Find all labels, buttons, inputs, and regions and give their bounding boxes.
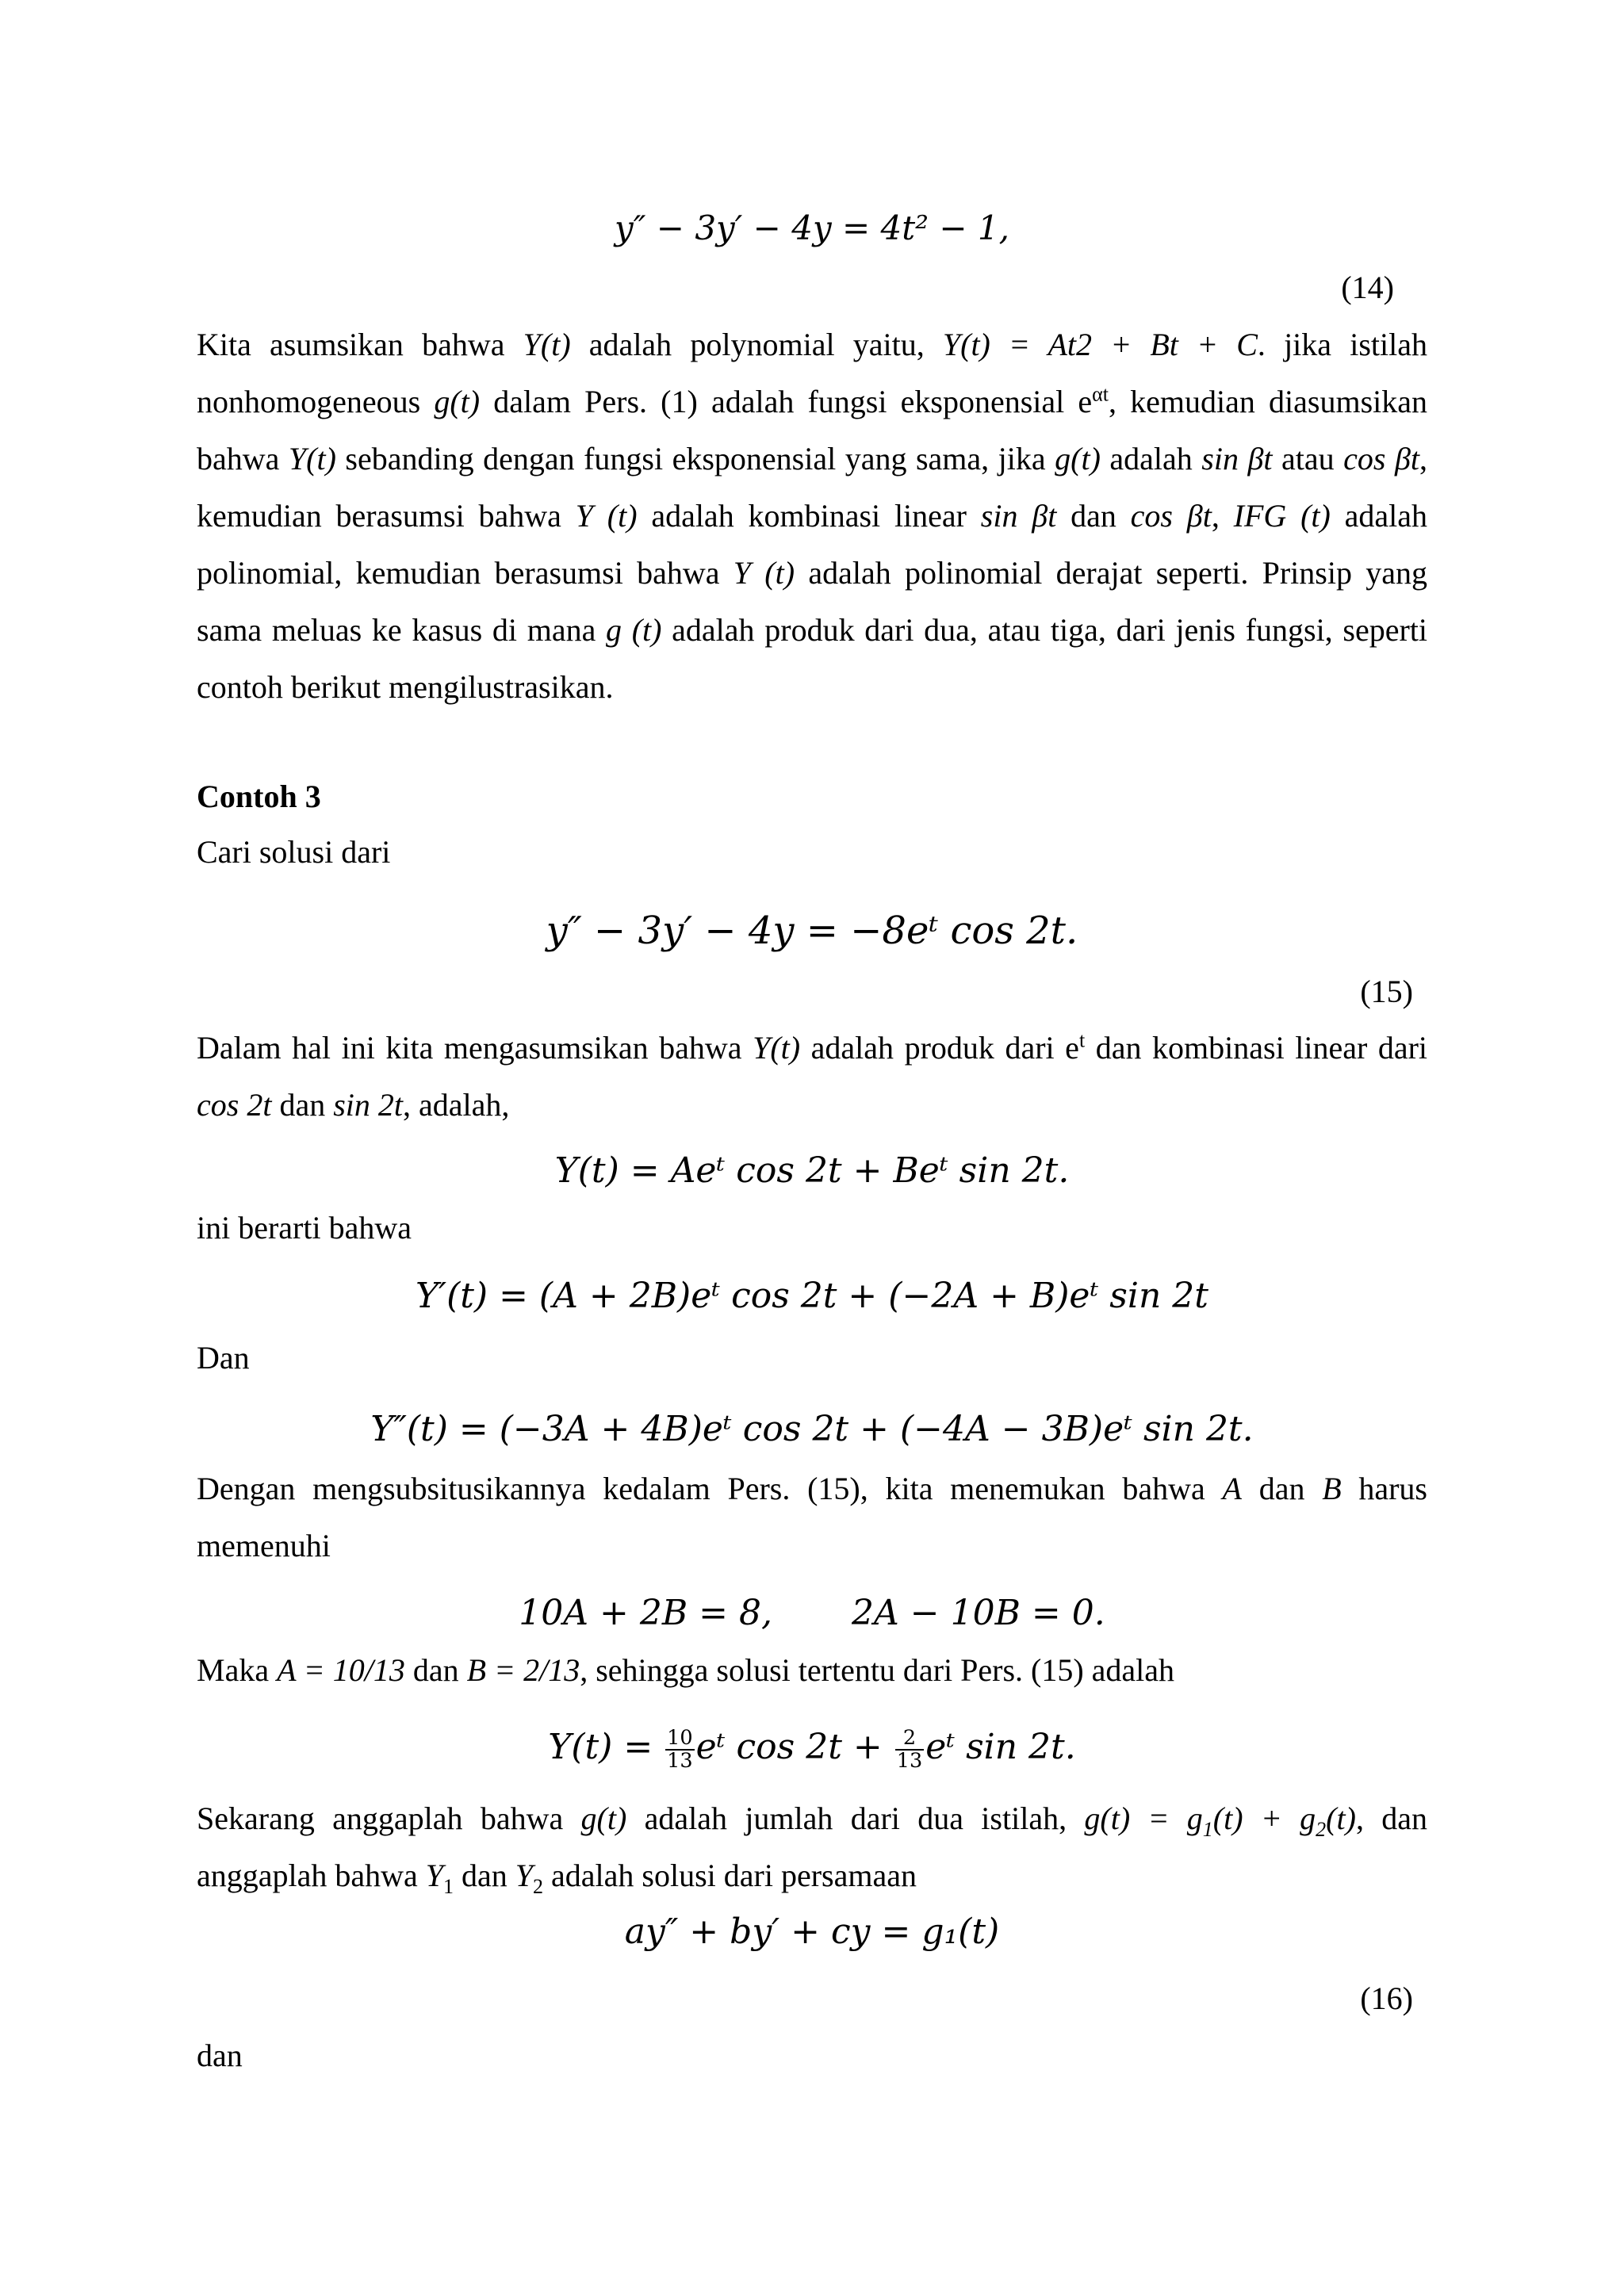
means-text: ini berarti bahwa	[197, 1210, 412, 1246]
equation-y-double-prime: Y″(t) = (−3A + 4B)eᵗ cos 2t + (−4A − 3B)eᵗ sin 2t.	[370, 1409, 1254, 1449]
equation-y-assume: Y(t) = Aeᵗ cos 2t + Beᵗ sin 2t.	[554, 1150, 1070, 1191]
fraction-2-13: $\frac{2}{13}$	[896, 1725, 923, 1773]
paragraph-2: Dalam hal ini kita mengasumsikan bahwa Y(t) adalah produk dari $e^t$ dan kombinasi linear dari cos 2t dan sin 2t, adalah,	[197, 1028, 1428, 1123]
equation-14: y″ − 3y′ − 4y = 4t² − 1,	[615, 209, 1009, 247]
and-text-1: Dan	[197, 1340, 250, 1376]
fraction-10-13: $\frac{10}{13}$	[667, 1725, 693, 1773]
paragraph-3: Dengan mengsubsitusikannya kedalam Pers. (15), kita menemukan bahwa A dan B harus memenuhi	[197, 1471, 1427, 1563]
then-text: Maka A = 10/13 dan B = 2/13, sehingga solusi tertentu dari Pers. (15) adalah	[197, 1652, 1175, 1688]
equation-number-15: (15)	[1360, 974, 1413, 1009]
paragraph-4: Sekarang anggaplah bahwa g(t) adalah jumlah dari dua istilah, $g(t) = g_1(t) + g_2(t)$, dan anggaplah bahwa $Y_1$ dan $Y_2$ adalah solusi dari persamaan	[197, 1800, 1428, 1898]
find-solution-text: Cari solusi dari	[197, 834, 391, 870]
paragraph-1: Kita asumsikan bahwa Y(t) adalah polynomial yaitu, Y(t) = At2 + Bt + C. jika istilah nonhomogeneous g(t) dalam Pers. (1) adalah fungsi eksponensial $e^{\alpha t}$, kemudian diasumsikan bahwa Y(t) sebanding dengan fungsi eksponensial yang sama, jika g(t) adalah sin βt atau cos βt, kemudian berasumsi bahwa Y (t) adalah kombinasi linear sin βt dan cos βt, IFG (t) adalah polinomial, kemudian berasumsi bahwa Y (t) adalah polinomial derajat seperti. Prinsip yang sama meluas ke kasus di mana g (t) adalah produk dari dua, atau tiga, dari jenis fungsi, seperti contoh berikut mengilustrasikan.	[197, 327, 1428, 705]
equation-number-14: (14)	[1341, 270, 1394, 305]
equation-16: ay″ + by′ + cy = g₁(t)	[624, 1911, 1000, 1952]
equation-number-16: (16)	[1360, 1980, 1413, 2016]
example-heading: Contoh 3	[197, 779, 321, 814]
equation-y-prime: Y′(t) = (A + 2B)eᵗ cos 2t + (−2A + B)eᵗ sin 2t	[416, 1276, 1208, 1316]
equation-15: y″ − 3y′ − 4y = −8eᵗ cos 2t.	[546, 909, 1078, 953]
and-text-2: dan	[197, 2038, 243, 2073]
equation-system: 10A + 2B = 8, 2A − 10B = 0.	[519, 1593, 1105, 1633]
equation-y-solution: Y(t) = $\frac{10}{13}$ eᵗ cos 2t + $\frac{2}{13}$ eᵗ sin 2t.	[548, 1725, 1076, 1773]
